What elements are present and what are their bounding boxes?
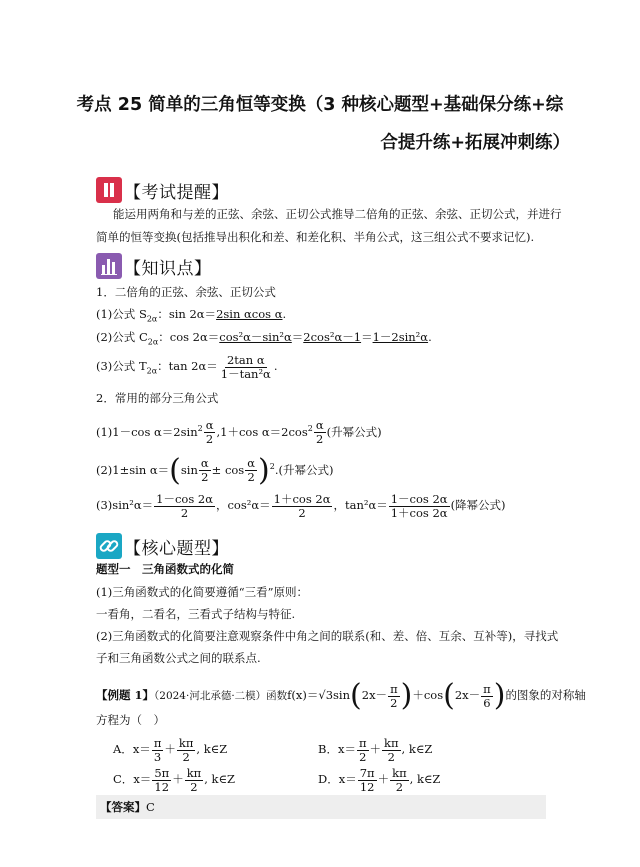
paren-left: ( [169,452,181,488]
fraction-numerator: α [200,456,209,471]
formula-text: , k∈Z [401,742,433,756]
formula-underlined: 2sin αcos α [216,307,283,321]
formula-text: . [282,307,287,321]
pause-bars-icon [96,177,122,203]
formula-text: 2x－ [361,688,388,702]
formula-power-reduce [96,490,506,520]
formula-text: . [428,330,432,344]
formula-superscript: 2 [197,424,203,433]
formula-underlined: 1－2sin²α [372,330,429,344]
formula-text: ：sin 2α＝ [157,307,217,321]
fraction-numerator: 1＋cos 2α [273,491,331,506]
formula-text: ＝ [361,330,373,344]
bar-chart-icon [96,253,122,279]
formula-text: .(升幂公式) [274,462,334,477]
fraction-denominator: 2 [201,470,209,485]
formula-underlined: 2cos²α－1 [303,330,362,344]
formula-text: x＝ [132,742,151,756]
paren-right: ) [258,452,270,488]
fraction [204,419,216,446]
fraction-denominator: 1－tan²α [220,366,271,381]
answer-label: 【答案】 [100,800,146,814]
formula-subscript: 2α [146,314,158,324]
fraction-numerator: α [315,418,324,433]
formula-text: ，tan²α＝ [333,498,388,512]
paren-right: ) [493,678,506,713]
formula-text: 2x－ [454,688,481,702]
option-d[interactable] [318,764,440,794]
formula-superscript: 2 [307,424,313,433]
fraction-numerator: π [153,735,162,750]
fraction [154,493,215,520]
fraction-denominator: 2 [182,749,190,764]
option-label: A． [113,742,133,756]
formula-power-raise-2 [96,452,334,488]
formula-text: (3)sin²α＝ [96,498,154,512]
chain-link-icon [96,533,122,559]
fraction [272,493,333,520]
fraction [185,767,204,794]
formula-text: ：tan 2α＝ [157,359,218,373]
formula-underlined: cos²α－sin²α [219,330,292,344]
formula-text: (1)1－cos α＝2sin [96,424,198,439]
formula-t2a [96,351,277,386]
fraction-denominator: 12 [359,779,375,794]
fraction [390,767,409,794]
option-a[interactable] [113,734,227,764]
fraction [177,737,196,764]
formula-c2a [96,329,432,350]
reminder-line-1: 能运用两角和与差的正弦、余弦、正切公式推导二倍角的正弦、余弦、正切公式，并进行 [113,207,562,221]
formula-text: x＝ [133,772,152,786]
simplify-rule-1-detail: 一看角，二看名，三看式子结构与特征. [96,607,296,621]
fraction-denominator: 2 [395,779,404,794]
option-label: B． [318,742,338,756]
paren-left: ( [350,678,362,713]
fraction-numerator: kπ [178,735,194,750]
simplify-rule-1: (1)三角函数式的化简要遵循“三看”原则： [96,585,309,599]
fraction-numerator: kπ [186,765,202,780]
fraction-denominator: 2 [359,749,367,764]
formula-text: ± cos [211,462,245,477]
fraction [389,493,450,520]
formula-text: (2)1±sin α＝ [96,462,170,477]
option-b[interactable] [318,734,432,764]
fraction [152,737,164,764]
formula-text: , k∈Z [409,772,441,786]
formula-subscript: 2α [146,366,158,376]
answer-bar [96,795,546,819]
example-source: （2024·河北承德·二模）函数 [154,690,288,702]
formula-text: x＝ [338,772,357,786]
fraction [357,737,369,764]
fraction-denominator: 2 [205,432,214,447]
fraction-denominator: 2 [247,470,255,485]
example-1-stem-line-2: 方程为（ ） [96,713,165,727]
fraction-denominator: 1＋cos 2α [390,505,448,520]
section-exam-reminder-header [96,177,229,203]
formula-text: (升幂公式) [326,424,382,439]
fraction [219,354,273,381]
fraction-denominator: 3 [153,749,162,764]
section-core-types-header [96,533,229,559]
section-knowledge-title: 【知识点】 [124,258,212,279]
example-1-stem [96,680,586,711]
formula-text: ，cos²α＝ [215,498,271,512]
formula-text: (2)公式 C [96,330,148,344]
formula-text: (3)公式 T [96,359,147,373]
formula-text: ＋ [377,772,390,786]
formula-text: (降幂公式) [450,498,506,512]
fraction-numerator: π [483,681,491,696]
formula-text: ,1＋cos α＝2cos [216,424,308,439]
section-core-types-title: 【核心题型】 [124,538,229,559]
option-label: D． [318,772,339,786]
example-label: 【例题 1】 [96,688,155,702]
formula-text: 的图象的对称轴 [505,688,586,702]
fraction-denominator: 2 [390,695,398,710]
formula-power-raise-1 [96,414,382,447]
formula-subscript: 2α [147,337,159,347]
formula-text: , k∈Z [196,742,228,756]
fraction [152,767,171,794]
formula-text: ＋ [164,742,176,756]
fraction-denominator: 2 [298,505,306,520]
fraction-numerator: kπ [384,735,399,750]
formula-s2a [96,306,286,327]
formula-text: (1)公式 S [96,307,147,321]
formula-text: f(x)＝√3sin [287,688,351,702]
formula-text: ：cos 2α＝ [158,330,220,344]
knowledge-item-2-title: 2．常用的部分三角公式 [96,391,219,405]
fraction-numerator: 5π [154,765,170,780]
fraction [199,457,211,484]
section-knowledge-header [96,253,212,279]
fraction-denominator: 2 [316,432,324,447]
fraction-numerator: 7π [359,765,375,780]
chain-link-glyph [96,533,122,559]
fraction-denominator: 2 [387,749,395,764]
fraction-numerator: kπ [392,765,407,780]
fraction [481,683,493,710]
fraction-numerator: α [205,418,214,433]
fraction-numerator: 1－cos 2α [156,491,213,506]
simplify-rule-2-cont: 子和三角函数公式之间的联系点. [96,651,261,665]
simplify-rule-2: (2)三角函数式的化简要注意观察条件中角之间的联系(和、差、倍、互余、互补等)，寻找式 [96,629,559,643]
formula-superscript: 2 [269,462,275,471]
reminder-line-2: 简单的恒等变换(包括推导出积化和差、和差化积、半角公式，这三组公式不要求记忆). [96,230,535,244]
fraction-numerator: 2tan α [226,352,265,367]
fraction [382,737,401,764]
formula-text: ＝ [291,330,304,344]
knowledge-item-1-title: 1．二倍角的正弦、余弦、正切公式 [96,285,276,299]
formula-text: x＝ [337,742,356,756]
fraction-numerator: π [358,735,367,750]
section-exam-reminder-title: 【考试提醒】 [124,182,229,203]
fraction-numerator: 1－cos 2α [390,491,448,506]
formula-text: ＋ [172,772,184,786]
fraction [314,419,326,446]
answer [100,799,155,815]
paren-right: ) [400,678,413,713]
answer-value: C [146,800,155,814]
fraction [245,457,257,484]
option-label: C． [113,772,134,786]
question-type-1-title: 题型一 三角函数式的化简 [96,562,234,576]
formula-text: ＋cos [412,688,444,702]
page-title-line-2: 合提升练+拓展冲刺练） [380,133,570,153]
fraction-denominator: 2 [180,505,189,520]
fraction-denominator: 2 [190,779,198,794]
fraction-numerator: π [390,681,398,696]
fraction-denominator: 12 [154,779,170,794]
page-title-line-1: 考点 25 简单的三角恒等变换（3 种核心题型+基础保分练+综 [76,95,564,115]
option-c[interactable] [113,764,235,794]
formula-text: . [273,359,278,373]
fraction-denominator: 6 [483,695,491,710]
formula-text: sin [180,462,198,477]
fraction-numerator: α [247,456,255,471]
fraction [358,767,377,794]
fraction [388,683,400,710]
formula-text: , k∈Z [204,772,236,786]
formula-text: ＋ [369,742,382,756]
paren-left: ( [443,678,455,713]
